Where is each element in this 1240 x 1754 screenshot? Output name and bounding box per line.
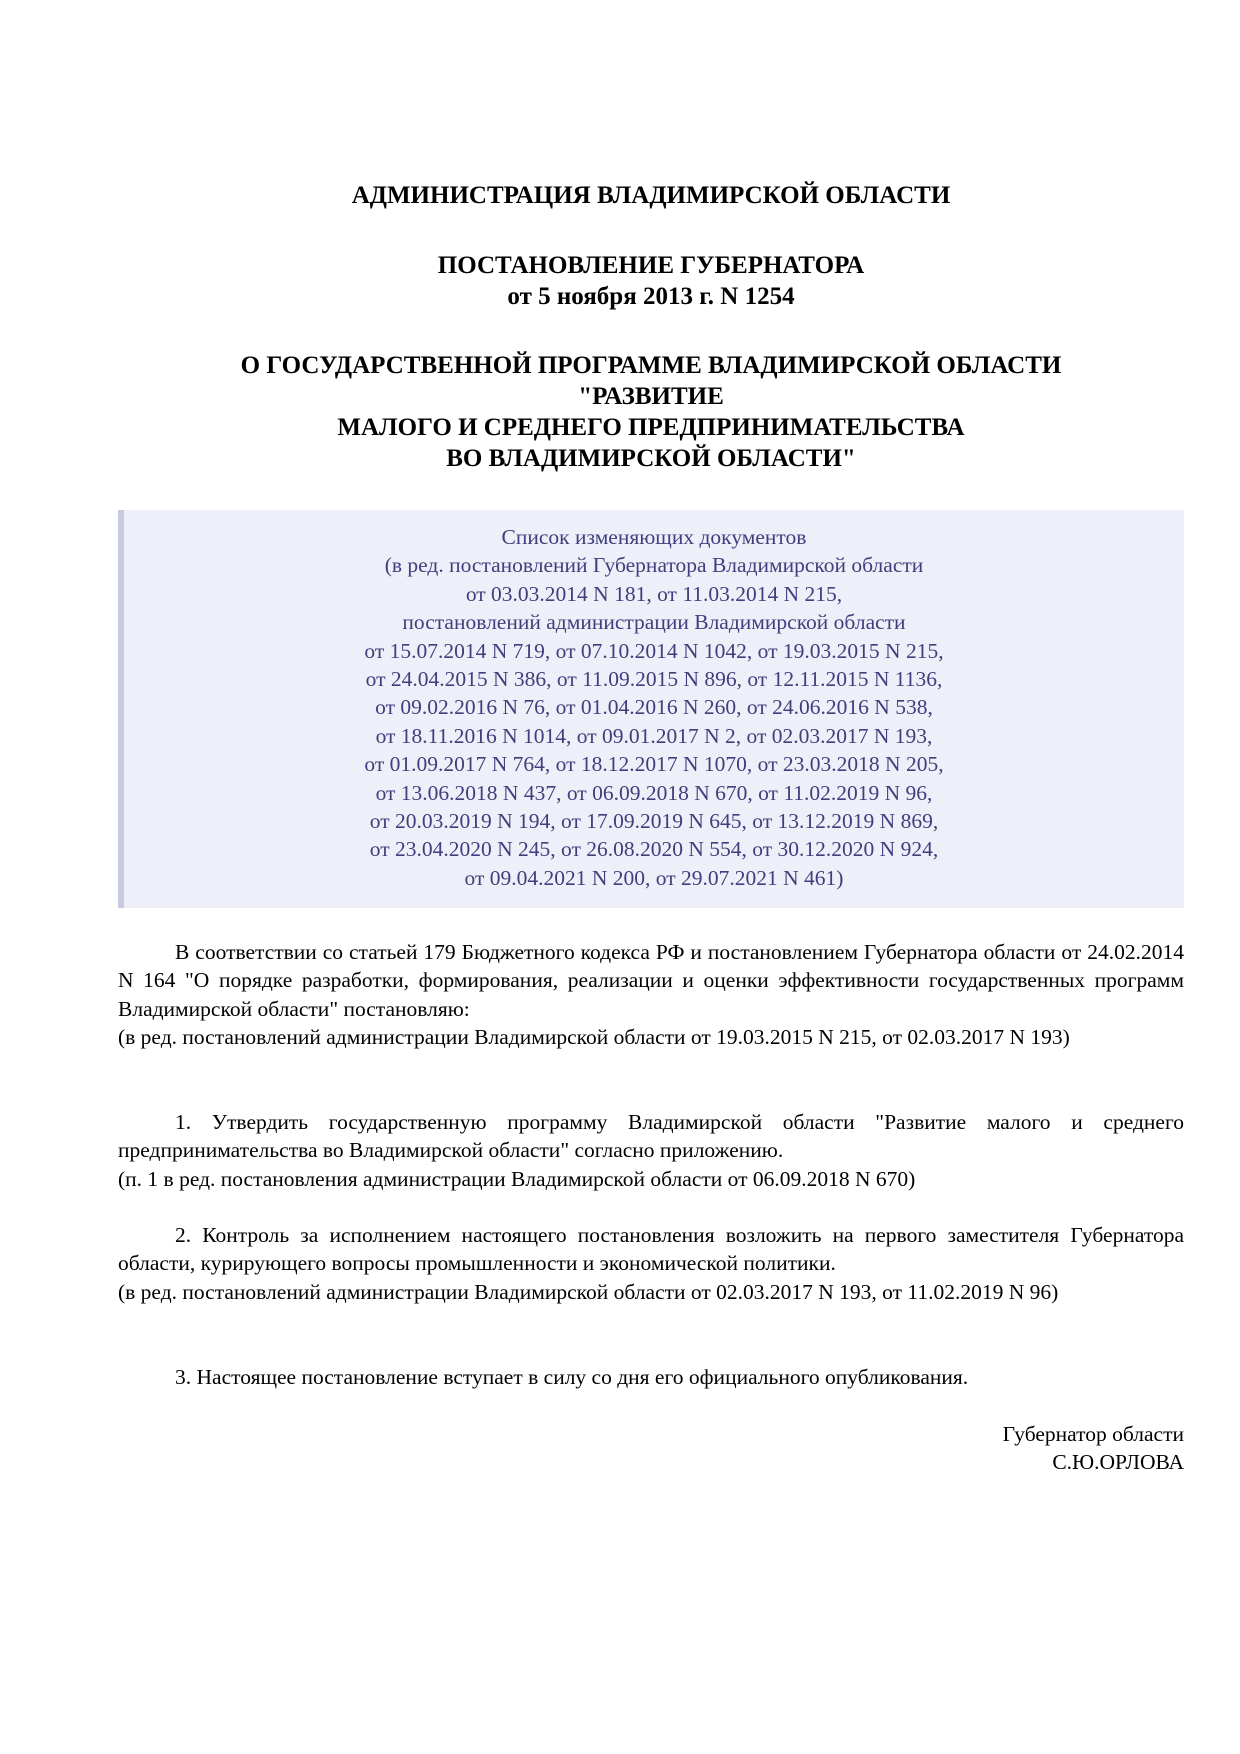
clause-1: 1. Утвердить государственную программу Владимирской области "Развитие малого и среднего предпринимательства во Владимирской области" согласно приложению. (118, 1110, 1184, 1163)
amending-documents-line: от 18.11.2016 N 1014, от 09.01.2017 N 2, от 02.03.2017 N 193, (375, 723, 933, 748)
preamble-amendment-note: (в ред. постановлений администрации Владимирской области от 19.03.2015 N 215, от 02.03.2017 N 193) (118, 1025, 1070, 1049)
amending-documents-box (118, 510, 1184, 908)
amending-documents-line: постановлений администрации Владимирской области (402, 610, 906, 635)
amending-documents-line: от 09.04.2021 N 200, от 29.07.2021 N 461) (464, 865, 844, 890)
signatory-position: Губернатор области (1002, 1422, 1184, 1446)
amending-documents-line: от 23.04.2020 N 245, от 26.08.2020 N 554, от 30.12.2020 N 924, (369, 837, 939, 862)
amending-documents-line: от 20.03.2019 N 194, от 17.09.2019 N 645, от 13.12.2019 N 869, (369, 809, 939, 834)
amending-documents-line: от 09.02.2016 N 76, от 01.04.2016 N 260, от 24.06.2016 N 538, (375, 695, 933, 720)
signatory-name: С.Ю.ОРЛОВА (1052, 1450, 1184, 1475)
clause-3: 3. Настоящее постановление вступает в силу со дня его официального опубликования. (175, 1365, 969, 1389)
amending-documents-line: (в ред. постановлений Губернатора Владимирской области (384, 553, 924, 578)
amending-documents-line: от 13.06.2018 N 437, от 06.09.2018 N 670, от 11.02.2019 N 96, (375, 780, 933, 805)
title-line: "РАЗВИТИЕ (578, 383, 724, 410)
amending-documents-heading: Список изменяющих документов (501, 525, 807, 549)
document-type-heading (118, 250, 1184, 312)
clause-1-amendment-note: (п. 1 в ред. постановления администрации Владимирской области от 06.09.2018 N 670) (118, 1167, 916, 1191)
amending-documents-line: от 01.09.2017 N 764, от 18.12.2017 N 1070, от 23.03.2018 N 205, (364, 752, 944, 777)
title-line: ВО ВЛАДИМИРСКОЙ ОБЛАСТИ" (446, 445, 856, 472)
signature-block (1003, 1420, 1184, 1477)
amending-documents-list (124, 523, 1184, 892)
title-line: О ГОСУДАРСТВЕННОЙ ПРОГРАММЕ ВЛАДИМИРСКОЙ ОБЛАСТИ (240, 352, 1062, 379)
document-type: ПОСТАНОВЛЕНИЕ ГУБЕРНАТОРА (437, 252, 865, 279)
document-date-number: от 5 ноября 2013 г. N 1254 (507, 283, 795, 310)
title-line: МАЛОГО И СРЕДНЕГО ПРЕДПРИНИМАТЕЛЬСТВА (337, 414, 965, 441)
amending-documents-line: от 24.04.2015 N 386, от 11.09.2015 N 896, от 12.11.2015 N 1136, (365, 667, 943, 692)
clause-2-amendment-note: (в ред. постановлений администрации Владимирской области от 02.03.2017 N 193, от 11.02.2019 N 96) (118, 1280, 1059, 1304)
organization-heading: АДМИНИСТРАЦИЯ ВЛАДИМИРСКОЙ ОБЛАСТИ (351, 182, 951, 209)
amending-documents-line: от 15.07.2014 N 719, от 07.10.2014 N 1042, от 19.03.2015 N 215, (364, 638, 944, 663)
amending-documents-line: от 03.03.2014 N 181, от 11.03.2014 N 215, (465, 581, 843, 606)
preamble-paragraph: В соответствии со статьей 179 Бюджетного кодекса РФ и постановлением Губернатора области от 24.02.2014 N 164 "О порядке разработки, формирования, реализации и оценки эффективности государственных программ Владимирской области" постановляю: (118, 940, 1184, 1021)
document-title (118, 350, 1184, 474)
clause-2: 2. Контроль за исполнением настоящего постановления возложить на первого заместителя Губернатора области, курирующего вопросы промышленности и экономической политики. (118, 1223, 1184, 1276)
